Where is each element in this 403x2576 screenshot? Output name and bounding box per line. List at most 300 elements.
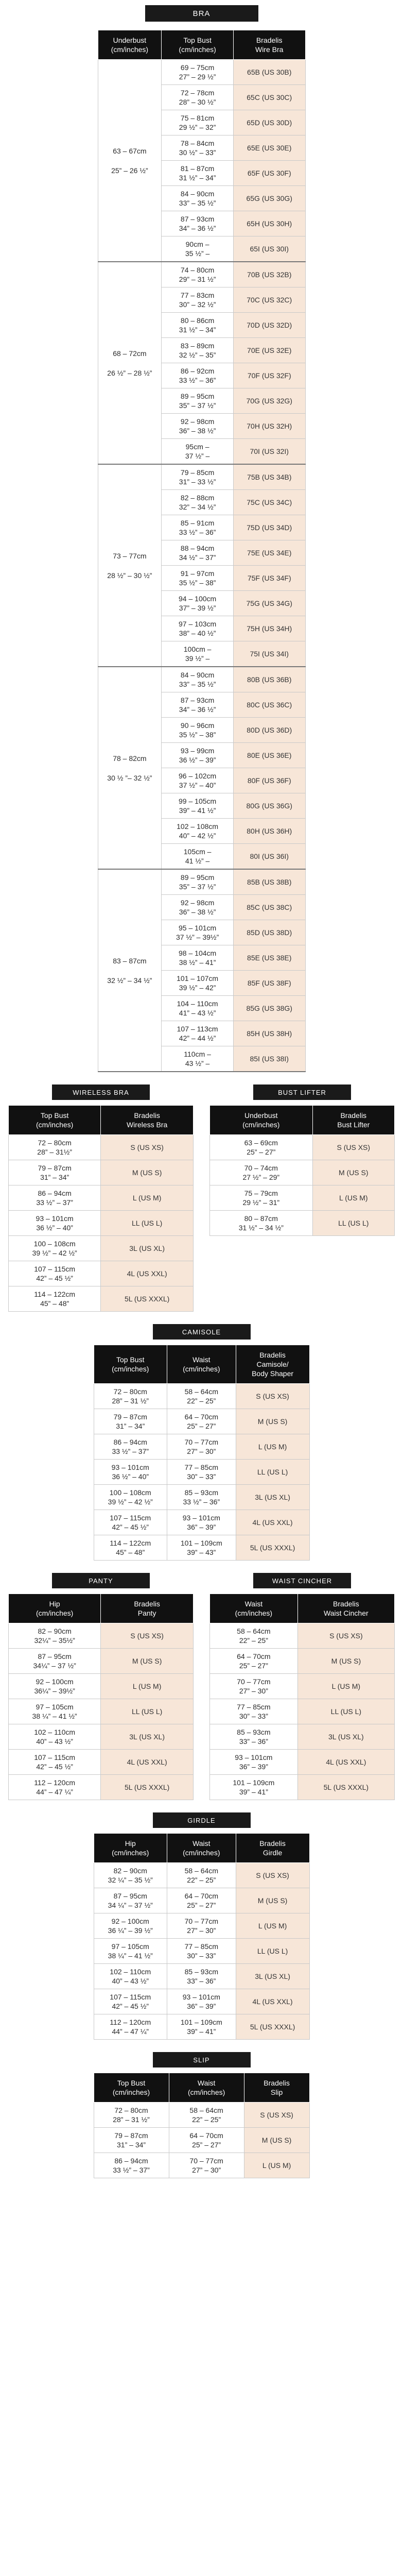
- topbust-range-text: 100 – 108cm: [33, 1240, 76, 1248]
- bra-size: [233, 211, 305, 236]
- waist-cincher-row: [210, 1674, 395, 1699]
- girdle-hip-header: Hip (cm/inches): [94, 1834, 167, 1863]
- camisole-size-header: Bradelis Camisole/ Body Shaper: [236, 1345, 309, 1384]
- topbust-range-text: 41” – 43 ½”: [179, 1009, 216, 1017]
- camisole-row: [94, 1510, 309, 1535]
- waist-range-text: 39” – 41”: [187, 2027, 216, 2036]
- waist-range-text: 22” – 25”: [187, 1876, 216, 1884]
- hip-range-text: 44” – 47 ¼”: [112, 2027, 149, 2036]
- topbust-range-text: 91 – 97cm: [180, 569, 215, 578]
- topbust-range: [162, 110, 234, 135]
- waist-range-text: 64 – 70cm: [237, 1652, 271, 1660]
- bra-size-text: 70C (US 32C): [247, 296, 292, 304]
- bra-size-text: 65B (US 30B): [247, 68, 292, 76]
- panty-size: [101, 1649, 194, 1674]
- cincher-size-header: Bradelis Waist Cincher: [297, 1594, 394, 1623]
- topbust-range-text: 37 ½” –: [185, 452, 210, 460]
- topbust-range-text: 79 – 85cm: [180, 468, 215, 477]
- slip-size-text: M (US S): [261, 2136, 292, 2144]
- hip-range-text: 38 ¼” – 41 ½”: [108, 1952, 153, 1960]
- girdle-row: [94, 2014, 309, 2040]
- girdle-row: [94, 1888, 309, 1913]
- camisole-table: [94, 1345, 310, 1561]
- bra-size-text: 85H (US 38H): [247, 1029, 292, 1038]
- waist-range-text: 33 ½” – 36”: [183, 1498, 220, 1506]
- hip-range: [94, 1888, 167, 1913]
- topbust-range: [94, 1460, 167, 1485]
- bra-size: [233, 135, 305, 161]
- slip-row: [94, 2153, 309, 2178]
- topbust-range-text: 37 ½” – 39½”: [176, 933, 219, 941]
- hip-range: [94, 1964, 167, 1989]
- bra-size-text: 85I (US 38I): [250, 1055, 289, 1063]
- bra-size-text: 80H (US 36H): [247, 827, 292, 835]
- bra-title: BRA: [145, 5, 258, 22]
- underbust-value: 26 ½” – 28 ½”: [107, 368, 152, 377]
- hip-range-text: 36¼” – 39½”: [34, 1687, 75, 1695]
- topbust-range-text: 74 – 80cm: [180, 266, 215, 274]
- camisole-title: CAMISOLE: [153, 1324, 251, 1340]
- hip-range-text: 102 – 110cm: [110, 1968, 151, 1976]
- wire-bra-header: Bradelis Wire Bra: [233, 30, 305, 60]
- bra-size: [233, 996, 305, 1021]
- girdle-size-text: L (US M): [258, 1922, 287, 1930]
- girdle-row: [94, 1939, 309, 1964]
- girdle-size-text: 5L (US XXXL): [250, 2023, 295, 2031]
- waist-cincher-size: [297, 1623, 394, 1649]
- bra-size-text: 65G (US 30G): [246, 194, 292, 202]
- panty-size-header: Bradelis Panty: [101, 1594, 194, 1623]
- panty-size-text: M (US S): [132, 1657, 162, 1665]
- topbust-range: [94, 2128, 169, 2153]
- topbust-range-text: 100 – 108cm: [109, 1488, 151, 1497]
- hip-range-text: 82 – 90cm: [38, 1627, 72, 1635]
- topbust-range-text: 39 ½” – 42 ½”: [32, 1249, 77, 1257]
- wireless-bra-size-text: 4L (US XXL): [127, 1269, 167, 1278]
- topbust-range: [162, 667, 234, 692]
- bust-lifter-title: BUST LIFTER: [253, 1084, 351, 1100]
- bra-size: [233, 110, 305, 135]
- topbust-range-text: 33” – 35 ½”: [179, 199, 216, 207]
- waist-range: [167, 1913, 236, 1939]
- waist-cincher-size-text: M (US S): [331, 1657, 361, 1665]
- topbust-range-text: 39” – 41 ½”: [179, 806, 216, 815]
- topbust-range: [9, 1236, 101, 1261]
- wireless-bra-table: [8, 1105, 194, 1312]
- bra-size-text: 80G (US 36G): [246, 802, 292, 810]
- girdle-size-text: M (US S): [257, 1896, 288, 1905]
- topbust-range: [162, 591, 234, 616]
- underbust-range: [98, 667, 162, 869]
- girdle-size: [236, 1863, 309, 1888]
- waist-range: [167, 1964, 236, 1989]
- waist-range: [167, 1434, 236, 1460]
- topbust-range-text: 31” – 34”: [116, 1422, 145, 1430]
- waist-range-text: 64 – 70cm: [184, 1413, 219, 1421]
- topbust-range-text: 42” – 45 ½”: [36, 1274, 73, 1282]
- bra-size-text: 85D (US 38D): [247, 928, 292, 937]
- wireless-topbust-header: Top Bust (cm/inches): [9, 1106, 101, 1135]
- panty-size: [101, 1775, 194, 1800]
- topbust-range-text: 45” – 48”: [40, 1299, 69, 1308]
- girdle-row: [94, 1913, 309, 1939]
- girdle-size: [236, 1964, 309, 1989]
- bra-size: [233, 1046, 305, 1072]
- underbust-value: 73 – 77cm: [113, 551, 147, 560]
- topbust-range-text: 77 – 83cm: [180, 291, 215, 299]
- wireless-bra-size-text: LL (US L): [131, 1219, 163, 1227]
- topbust-range-text: 85 – 91cm: [180, 519, 215, 527]
- bra-size: [233, 338, 305, 363]
- bra-size-text: 65F (US 30F): [247, 169, 291, 177]
- waist-cincher-row: [210, 1724, 395, 1750]
- topbust-range-text: 93 – 101cm: [36, 1214, 74, 1223]
- bra-size: [233, 566, 305, 591]
- bra-size: [233, 793, 305, 819]
- topbust-range: [9, 1160, 101, 1185]
- topbust-range: [162, 262, 234, 287]
- topbust-range: [162, 161, 234, 186]
- girdle-size-text: 3L (US XL): [255, 1972, 290, 1980]
- topbust-range: [9, 1211, 101, 1236]
- topbust-range-text: 33” – 35 ½”: [179, 680, 216, 688]
- slip-table: [94, 2073, 310, 2178]
- panty-row: [9, 1750, 194, 1775]
- bra-size-text: 65C (US 30C): [247, 93, 292, 101]
- topbust-range: [162, 692, 234, 718]
- topbust-range-text: 29” – 31 ½”: [179, 275, 216, 283]
- bra-size: [233, 60, 305, 85]
- topbust-range: [94, 2103, 169, 2128]
- topbust-range: [162, 464, 234, 490]
- waist-range-text: 22” – 25”: [239, 1636, 268, 1645]
- hip-range-text: 82 – 90cm: [113, 1867, 147, 1875]
- panty-section: [8, 1573, 194, 1800]
- topbust-range-text: 84 – 90cm: [180, 190, 215, 198]
- waist-range-text: 27” – 30”: [239, 1687, 268, 1695]
- bra-size-text: 75D (US 34D): [247, 523, 292, 532]
- topbust-range-text: 38 ½” – 41”: [179, 958, 216, 967]
- slip-title: SLIP: [153, 2052, 251, 2067]
- topbust-range: [162, 515, 234, 540]
- topbust-range-text: 92 – 98cm: [180, 899, 215, 907]
- topbust-range-text: 72 – 80cm: [38, 1139, 72, 1147]
- bra-size-table: [98, 30, 306, 1072]
- bra-size-text: 70D (US 32D): [247, 321, 292, 329]
- waist-range-text: 58 – 64cm: [184, 1867, 219, 1875]
- bra-size-text: 70B (US 32B): [247, 270, 292, 279]
- waist-cincher-row: [210, 1623, 395, 1649]
- topbust-range-text: 29 ½” – 32”: [179, 123, 216, 131]
- topbust-range-text: 28” – 31 ½”: [112, 1397, 149, 1405]
- camisole-size: [236, 1384, 309, 1409]
- waist-cincher-title: WAIST CINCHER: [253, 1573, 351, 1588]
- hip-range-text: 107 – 115cm: [110, 1993, 151, 2001]
- waist-range-text: 25” – 27”: [192, 2141, 221, 2149]
- topbust-range-text: 93 – 101cm: [111, 1463, 149, 1471]
- panty-row: [9, 1623, 194, 1649]
- bra-size-text: 70E (US 32E): [247, 346, 292, 354]
- hip-range-text: 87 – 95cm: [113, 1892, 147, 1900]
- topbust-range: [94, 1384, 167, 1409]
- waist-range-text: 101 – 109cm: [180, 1539, 222, 1547]
- camisole-size: [236, 1535, 309, 1561]
- topbust-range: [94, 1409, 167, 1434]
- waist-cincher-table: [209, 1594, 395, 1800]
- bra-size-text: 70H (US 32H): [247, 422, 292, 430]
- hip-range: [94, 1989, 167, 2014]
- girdle-size-text: 4L (US XXL): [252, 1997, 293, 2006]
- panty-cincher-row: [0, 1573, 403, 1800]
- underbust-range: [98, 262, 162, 464]
- topbust-range-text: 32” – 34 ½”: [179, 503, 216, 511]
- wireless-lifter-row: [0, 1084, 403, 1312]
- underbust-value: 63 – 67cm: [113, 146, 147, 155]
- topbust-range-text: 97 – 103cm: [179, 620, 217, 628]
- camisole-row: [94, 1485, 309, 1510]
- topbust-range-text: 32 ½” – 35”: [179, 351, 216, 359]
- waist-cincher-size-text: LL (US L): [330, 1707, 362, 1716]
- waist-range: [210, 1699, 298, 1724]
- topbust-range-text: 28” – 31 ½”: [113, 2115, 150, 2124]
- waist-range-text: 27” – 30”: [187, 1447, 216, 1455]
- topbust-range: [9, 1286, 101, 1312]
- topbust-range-text: 84 – 90cm: [180, 671, 215, 679]
- topbust-range-text: 35 ½” – 38”: [179, 579, 216, 587]
- bust-lifter-table: [209, 1105, 395, 1236]
- topbust-range-text: 42” – 45 ½”: [112, 1523, 149, 1531]
- wireless-bra-row: [9, 1236, 194, 1261]
- topbust-range-text: 107 – 115cm: [110, 1514, 151, 1522]
- bra-size: [233, 920, 305, 945]
- topbust-range: [162, 236, 234, 262]
- topbust-range-text: 40” – 42 ½”: [179, 832, 216, 840]
- bust-lifter-section: [209, 1084, 395, 1312]
- topbust-range: [94, 1510, 167, 1535]
- bra-size: [233, 591, 305, 616]
- waist-cincher-size: [297, 1649, 394, 1674]
- topbust-range-text: 34 ½” – 37”: [179, 553, 216, 562]
- hip-range: [9, 1750, 101, 1775]
- topbust-range-text: 27” – 29 ½”: [179, 73, 216, 81]
- hip-range: [9, 1674, 101, 1699]
- wireless-bra-row: [9, 1160, 194, 1185]
- bra-size-text: 80I (US 36I): [250, 852, 289, 860]
- waist-range-text: 77 – 85cm: [184, 1463, 219, 1471]
- waist-cincher-size-text: 5L (US XXXL): [323, 1783, 369, 1791]
- bra-size-text: 70F (US 32F): [247, 371, 291, 380]
- hip-range-text: 40” – 43 ½”: [36, 1737, 73, 1745]
- topbust-range: [162, 135, 234, 161]
- topbust-range: [94, 1535, 167, 1561]
- wireless-bra-row: [9, 1185, 194, 1211]
- topbust-range-text: 30 ½” – 33”: [179, 148, 216, 157]
- hip-range: [94, 2014, 167, 2040]
- bra-size-text: 75B (US 34B): [247, 473, 292, 481]
- topbust-range: [162, 996, 234, 1021]
- topbust-range: [162, 186, 234, 211]
- hip-range-text: 87 – 95cm: [38, 1652, 72, 1660]
- waist-range: [210, 1750, 298, 1775]
- waist-range: [167, 1384, 236, 1409]
- topbust-range: [162, 60, 234, 85]
- topbust-range: [162, 793, 234, 819]
- bra-size-text: 85G (US 38G): [246, 1004, 292, 1012]
- camisole-row: [94, 1460, 309, 1485]
- waist-range-text: 77 – 85cm: [237, 1703, 271, 1711]
- girdle-table: [94, 1833, 310, 2040]
- waist-range-text: 36” – 39”: [239, 1762, 268, 1771]
- hip-range-text: 107 – 115cm: [34, 1753, 76, 1761]
- cincher-waist-header: Waist (cm/inches): [210, 1594, 298, 1623]
- waist-cincher-size-text: 4L (US XXL): [326, 1758, 366, 1766]
- topbust-range: [162, 768, 234, 793]
- topbust-range-text: 34” – 36 ½”: [179, 705, 216, 714]
- topbust-range-text: 31 ½” – 34”: [179, 174, 216, 182]
- waist-range: [167, 1888, 236, 1913]
- topbust-range: [162, 1046, 234, 1072]
- waist-cincher-row: [210, 1649, 395, 1674]
- topbust-range-text: 39 ½” –: [185, 654, 210, 663]
- topbust-range-text: 96 – 102cm: [179, 772, 217, 780]
- bra-size: [233, 85, 305, 110]
- hip-range-text: 112 – 120cm: [110, 2018, 151, 2026]
- topbust-range-text: 94 – 100cm: [179, 595, 217, 603]
- bra-size-text: 80E (US 36E): [247, 751, 292, 759]
- camisole-row: [94, 1535, 309, 1561]
- camisole-size: [236, 1409, 309, 1434]
- slip-size-header: Bradelis Slip: [244, 2073, 309, 2103]
- bra-size: [233, 363, 305, 388]
- topbust-range-text: 86 – 94cm: [38, 1189, 72, 1197]
- wireless-bra-size: [101, 1261, 194, 1286]
- underbust-range-text: 70 – 74cm: [244, 1164, 278, 1172]
- topbust-range-text: 72 – 80cm: [113, 1387, 147, 1396]
- panty-size-text: S (US XS): [130, 1632, 164, 1640]
- topbust-range: [162, 920, 234, 945]
- hip-range-text: 38 ¼” – 41 ½”: [32, 1712, 77, 1720]
- bra-size-text: 85E (US 38E): [247, 954, 292, 962]
- waist-cincher-size: [297, 1699, 394, 1724]
- girdle-row: [94, 1964, 309, 1989]
- waist-range-text: 25” – 27”: [187, 1422, 216, 1430]
- bra-size-text: 75H (US 34H): [247, 624, 292, 633]
- topbust-range-text: 37 ½” – 40”: [179, 781, 216, 789]
- bra-size-text: 85C (US 38C): [247, 903, 292, 911]
- bra-size: [233, 718, 305, 743]
- bra-size-text: 65E (US 30E): [247, 144, 292, 152]
- topbust-range-text: 90cm –: [185, 240, 209, 248]
- bra-size-text: 75I (US 34I): [250, 650, 289, 658]
- panty-size-text: 4L (US XXL): [127, 1758, 167, 1766]
- bra-size-text: 75G (US 34G): [246, 599, 292, 607]
- bust-lifter-size: [312, 1211, 394, 1236]
- bra-size: [233, 869, 305, 895]
- waist-cincher-section: [209, 1573, 395, 1800]
- bra-size: [233, 161, 305, 186]
- girdle-waist-header: Waist (cm/inches): [167, 1834, 236, 1863]
- waist-range-text: 93 – 101cm: [235, 1753, 273, 1761]
- hip-range: [9, 1775, 101, 1800]
- underbust-range: [210, 1135, 313, 1160]
- topbust-range: [162, 566, 234, 591]
- waist-range-text: 64 – 70cm: [184, 1892, 219, 1900]
- wireless-bra-size: [101, 1185, 194, 1211]
- bra-size: [233, 844, 305, 870]
- bra-size: [233, 490, 305, 515]
- waist-range-text: 39” – 43”: [187, 1548, 216, 1556]
- topbust-range-text: 86 – 92cm: [180, 367, 215, 375]
- camisole-size-text: M (US S): [257, 1417, 288, 1426]
- panty-hip-header: Hip (cm/inches): [9, 1594, 101, 1623]
- slip-row: [94, 2128, 309, 2153]
- underbust-range: [98, 869, 162, 1072]
- wireless-bra-row: [9, 1211, 194, 1236]
- lifter-underbust-header: Underbust (cm/inches): [210, 1106, 313, 1135]
- topbust-range-text: 36 ½” – 40”: [112, 1472, 149, 1481]
- topbust-range-text: 98 – 104cm: [179, 949, 217, 957]
- camisole-size-text: L (US M): [258, 1443, 287, 1451]
- hip-range-text: 44” – 47 ¼”: [36, 1788, 73, 1796]
- topbust-range-text: 101 – 107cm: [177, 974, 219, 982]
- bra-size: [233, 439, 305, 465]
- bra-size: [233, 692, 305, 718]
- bra-size: [233, 616, 305, 641]
- girdle-title: GIRDLE: [153, 1812, 251, 1828]
- topbust-range-text: 82 – 88cm: [180, 494, 215, 502]
- topbust-range: [162, 287, 234, 313]
- topbust-range-text: 42” – 44 ½”: [179, 1034, 216, 1042]
- underbust-range-text: 25” – 27”: [247, 1148, 276, 1156]
- wireless-bra-size-text: 3L (US XL): [129, 1244, 165, 1252]
- topbust-range: [162, 313, 234, 338]
- topbust-range-text: 89 – 95cm: [180, 392, 215, 400]
- camisole-section: [0, 1324, 403, 1561]
- camisole-row: [94, 1434, 309, 1460]
- bra-size: [233, 388, 305, 414]
- waist-range: [167, 1485, 236, 1510]
- bra-size: [233, 971, 305, 996]
- underbust-value: 28 ½” – 30 ½”: [107, 571, 152, 580]
- topbust-range-text: 34” – 36 ½”: [179, 224, 216, 232]
- topbust-range: [94, 1485, 167, 1510]
- camisole-waist-header: Waist (cm/inches): [167, 1345, 236, 1384]
- topbust-range-text: 87 – 93cm: [180, 696, 215, 704]
- hip-range-text: 97 – 105cm: [111, 1942, 149, 1951]
- hip-range-text: 102 – 110cm: [34, 1728, 76, 1736]
- waist-range-text: 33” – 36”: [239, 1737, 268, 1745]
- waist-range: [169, 2103, 244, 2128]
- girdle-size: [236, 1888, 309, 1913]
- bra-size: [233, 641, 305, 667]
- waist-cincher-size-text: L (US M): [331, 1682, 361, 1690]
- bra-size: [233, 186, 305, 211]
- bra-size: [233, 819, 305, 844]
- waist-cincher-size: [297, 1775, 394, 1800]
- topbust-range-text: 95cm –: [185, 443, 209, 451]
- topbust-range-text: 41 ½” –: [185, 857, 210, 865]
- waist-range-text: 70 – 77cm: [184, 1917, 219, 1925]
- topbust-range: [162, 388, 234, 414]
- waist-range-text: 85 – 93cm: [184, 1488, 219, 1497]
- camisole-size: [236, 1460, 309, 1485]
- waist-range-text: 93 – 101cm: [182, 1993, 220, 2001]
- hip-range-text: 36 ¼” – 39 ½”: [108, 1926, 153, 1935]
- hip-range-text: 92 – 100cm: [111, 1917, 149, 1925]
- underbust-range-text: 29 ½” – 31”: [242, 1198, 280, 1207]
- bra-size: [233, 540, 305, 566]
- topbust-range: [162, 819, 234, 844]
